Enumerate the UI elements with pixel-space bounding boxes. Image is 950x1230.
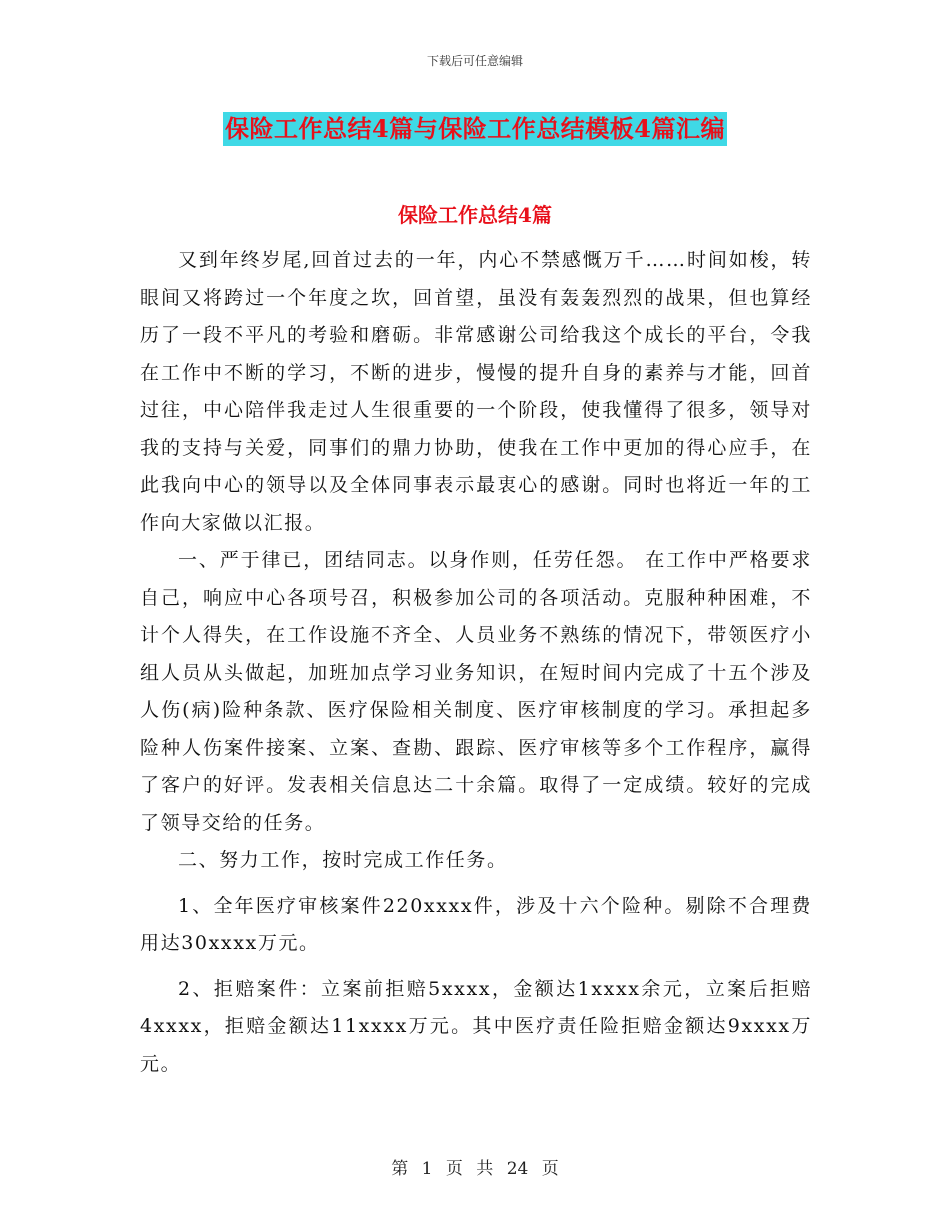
page-number: 第 1 页 共 24 页: [391, 1159, 559, 1179]
paragraph-item-two: 2、拒赔案件：立案前拒赔5xxxx，金额达1xxxx余元，立案后拒赔4xxxx，拒赔金额达11xxxx万元。其中医疗责任险拒赔金额达9xxxx万元。: [140, 977, 812, 1075]
paragraph-item-one: 1、全年医疗审核案件220xxxx件，涉及十六个险种。剔除不合理费用达30xxxx万元。: [140, 894, 812, 954]
main-title-container: [0, 112, 950, 146]
paragraph-section-one: 一、严于律已，团结同志。以身作则，任劳任怨。 在工作中严格要求自己，响应中心各项号召，积极参加公司的各项活动。克服种种困难，不计个人得失，在工作设施不齐全、人员业务不熟练的情况下，带领医疗小组人员从头做起，加班加点学习业务知识，在短时间内完成了十五个涉及人伤(病)险种条款、医疗保险相关制度、医疗审核制度的学习。承担起多险种人伤案件接案、立案、查勘、跟踪、医疗审核等多个工作程序，赢得了客户的好评。发表相关信息达二十余篇。取得了一定成绩。较好的完成了领导交给的任务。: [140, 549, 812, 834]
paragraph-section-two: 二、努力工作，按时完成工作任务。: [178, 849, 508, 871]
main-title: 保险工作总结4篇与保险工作总结模板4篇汇编: [223, 112, 727, 146]
document-body: [140, 242, 812, 1083]
page-header-note: 下载后可任意编辑: [426, 54, 523, 68]
section-title: 保险工作总结4篇: [398, 203, 552, 227]
paragraph-intro: 又到年终岁尾,回首过去的一年，内心不禁感慨万千……时间如梭，转眼间又将跨过一个年度之坎，回首望，虽没有轰轰烈烈的战果，但也算经历了一段不平凡的考验和磨砺。非常感谢公司给我这个成长的平台，令我在工作中不断的学习，不断的进步，慢慢的提升自身的素养与才能，回首过往，中心陪伴我走过人生很重要的一个阶段，使我懂得了很多，领导对我的支持与关爱，同事们的鼎力协助，使我在工作中更加的得心应手，在此我向中心的领导以及全体同事表示最衷心的感谢。同时也将近一年的工作向大家做以汇报。: [140, 249, 812, 534]
